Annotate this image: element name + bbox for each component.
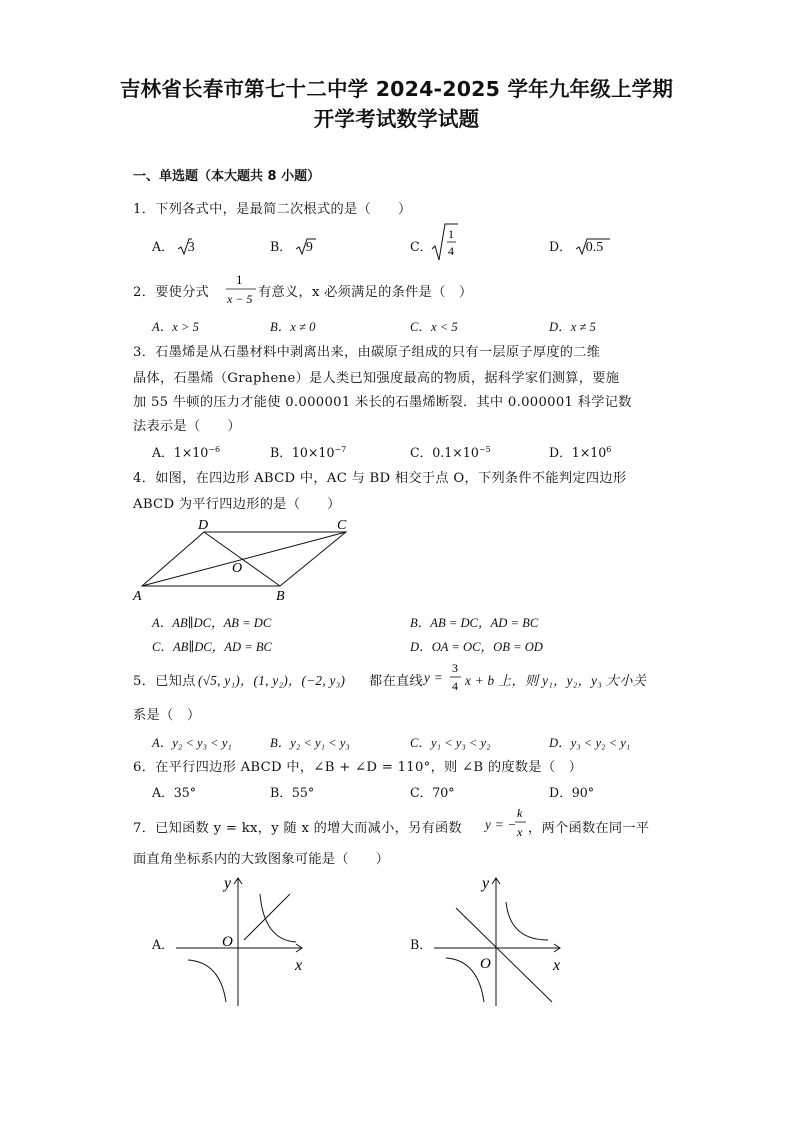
x-axis-label: x (553, 957, 561, 974)
q1-option-c-radical (431, 222, 459, 262)
hyperbola-branch-upper (506, 902, 548, 940)
y-axis-label: y (482, 875, 490, 892)
q1-option-a (152, 236, 195, 256)
question-5-points: (√5, y₁)，(1, y₂)，(−2, y₃) (198, 673, 346, 688)
q3-option-c: C．$0.1\times 10^{-5}$ (410, 444, 491, 460)
question-5-post: x + b 上，则 y₁，y₂，y₃ 大小关 (465, 673, 647, 688)
question-4-line1: 4．如图，在四边形 ABCD 中，AC 与 BD 相交于点 O，下列条件不能判定四边形 (133, 471, 627, 486)
page-title-line1: 吉林省长春市第七十二中学 2024-2025 学年九年级上学期 (119, 77, 674, 101)
q5-numerator: 3 (452, 661, 458, 675)
hyperbola-branch-lower (446, 958, 484, 1002)
question-5-pre: 5．已知点 (133, 674, 196, 689)
q1-option-a-label: A． (152, 239, 174, 254)
q5-option-b: B．y₂ < y₁ < y₃ (270, 736, 350, 750)
q1-option-d (549, 236, 603, 256)
vertex-label-b: B (276, 589, 285, 604)
q1-option-a-radical: 3 (178, 240, 195, 255)
question-7-pre: 7．已知函数 y = kx，y 随 x 的增大而减小，另有函数 (133, 821, 463, 836)
question-7-expr: y = − (485, 817, 517, 832)
radical-sign-icon (576, 238, 610, 256)
q7-option-b-label: B． (410, 937, 432, 952)
q2-option-d: D．x ≠ 5 (549, 320, 596, 334)
q3-option-a: A．$1\times 10^{-6}$ (152, 444, 221, 460)
q7-option-b-graph (430, 872, 570, 1008)
q4-option-a: A．AB∥DC，AB = DC (152, 616, 272, 630)
q1-option-b-label: B． (270, 239, 292, 254)
linear-function-line (456, 908, 552, 1002)
q4-option-c: C．AB∥DC，AD = BC (152, 640, 272, 654)
question-7-line2: 面直角坐标系内的大致图象可能是（ ） (133, 852, 390, 867)
question-5-mid: 都在直线 (369, 674, 423, 689)
question-3-line1: 3．石墨烯是从石墨材料中剥离出来，由碳原子组成的只有一层原子厚度的二维 (133, 345, 601, 360)
question-5-line2: 系是（ ） (133, 708, 201, 723)
q5-fraction (449, 657, 463, 697)
q2-option-a: A．x > 5 (152, 320, 199, 334)
q1-c-numerator: 1 (448, 227, 454, 241)
q2-option-c: C．x < 5 (410, 320, 458, 334)
q1-option-c-label: C． (410, 239, 433, 254)
origin-label: O (222, 934, 233, 950)
question-3-line2: 晶体，石墨烯（Graphene）是人类已知强度最高的物质，据科学家们测算，要施 (133, 371, 620, 386)
question-1-stem: 1．下列各式中，是最简二次根式的是（ ） (133, 202, 412, 217)
question-6-stem: 6．在平行四边形 ABCD 中，∠B + ∠D = 110°，则 ∠B 的度数是（ ） (133, 760, 583, 775)
q6-option-a: A．35° (152, 785, 197, 800)
question-3-line3: 加 55 牛顿的压力才能使 0.000001 米长的石墨烯断裂．其中 0.000001 科学记数 (133, 395, 632, 410)
question-7-post: ，两个函数在同一平 (528, 821, 650, 836)
hyperbola-branch-lower (188, 960, 226, 1002)
q7-option-a-label: A． (152, 937, 174, 952)
q7-fraction (514, 803, 528, 843)
q6-option-c: C．70° (410, 785, 455, 800)
q1-option-b-radical: 9 (296, 240, 313, 255)
section-heading: 一、单选题（本大题共 8 小题） (133, 169, 321, 184)
question-3-line4: 法表示是（ ） (133, 419, 241, 434)
q5-option-d: D．y₃ < y₂ < y₁ (549, 736, 631, 750)
question-4-line2: ABCD 为平行四边形的是（ ） (133, 497, 341, 512)
q4-option-d: D．OA = OC，OB = OD (410, 640, 543, 654)
vertex-label-d: D (198, 518, 209, 533)
vertex-label-a: A (133, 589, 142, 604)
q7-numerator: k (517, 806, 523, 820)
q6-option-d: D．90° (549, 785, 595, 800)
origin-label: O (480, 956, 491, 972)
q3-option-d: D．$1\times 10^6$ (549, 444, 612, 460)
diagonal-bd (204, 532, 280, 586)
q2-denominator: x − 5 (227, 292, 253, 306)
y-axis-label: y (224, 875, 232, 892)
q4-option-b: B．AB = DC，AD = BC (410, 616, 539, 630)
question-5-line-y: y = (424, 670, 443, 685)
q2-numerator: 1 (236, 272, 243, 287)
q6-option-b: B．55° (270, 785, 315, 800)
q7-denominator: x (517, 825, 523, 839)
question-2-post: 有意义，x 必须满足的条件是（ ） (258, 285, 473, 300)
q1-option-c (410, 236, 432, 255)
point-label-o: O (232, 561, 243, 576)
x-axis-label: x (295, 957, 303, 974)
q2-fraction (224, 268, 258, 308)
q5-denominator: 4 (452, 679, 458, 693)
q5-option-a: A．y₂ < y₃ < y₁ (152, 736, 232, 750)
vertex-label-c: C (337, 518, 347, 533)
q1-option-b (270, 236, 313, 256)
q5-option-c: C．y₁ < y₃ < y₂ (410, 736, 491, 750)
q4-parallelogram-figure (130, 512, 360, 604)
q3-option-b: B．$10\times 10^{-7}$ (270, 444, 347, 460)
radical-sign-icon (178, 238, 192, 256)
q1-c-denominator: 4 (448, 244, 454, 258)
page-title-line2: 开学考试数学试题 (313, 107, 480, 131)
radical-sign-icon (296, 238, 316, 256)
q1-option-d-radical: 0.5 (576, 240, 604, 255)
linear-function-line (244, 894, 290, 940)
question-2-pre: 2．要使分式 (133, 285, 210, 300)
q7-option-a-graph (172, 872, 312, 1008)
q1-option-d-label: D． (549, 239, 572, 254)
q2-option-b: B．x ≠ 0 (270, 320, 316, 334)
